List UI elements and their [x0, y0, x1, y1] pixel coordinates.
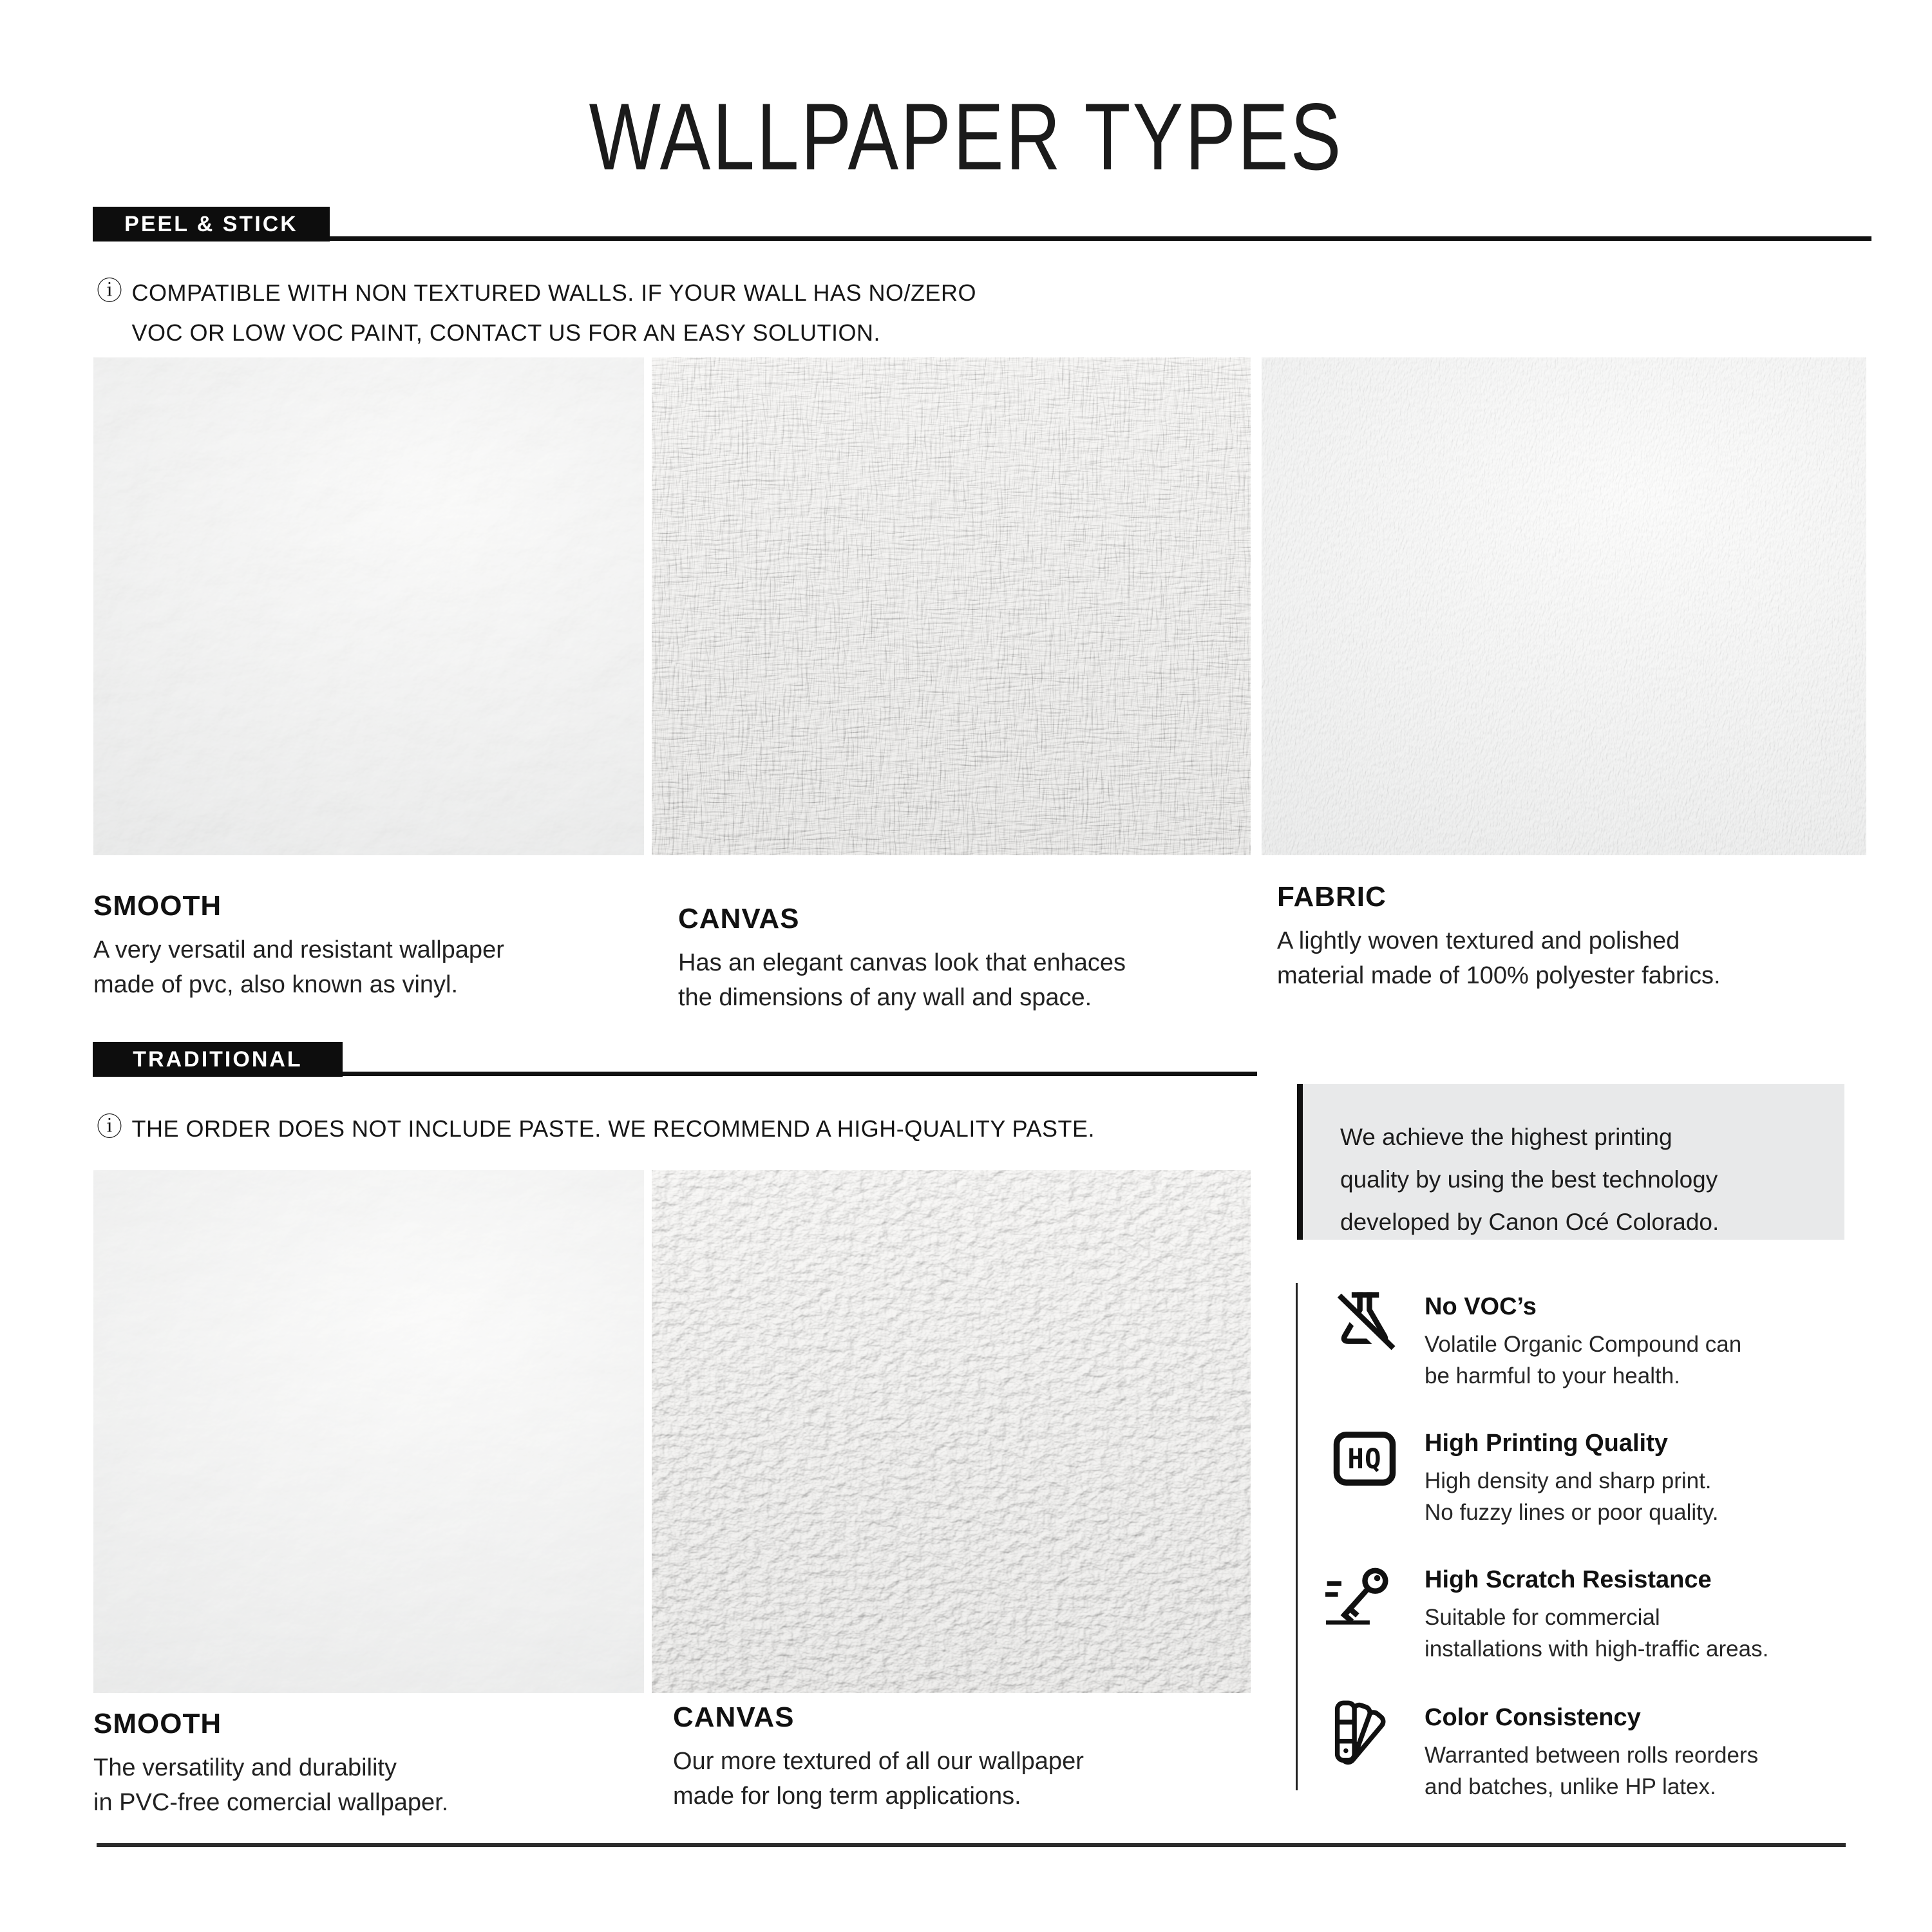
swatch-title: SMOOTH [93, 890, 222, 922]
hq-badge-icon [1331, 1425, 1399, 1493]
traditional-note [97, 1109, 1095, 1149]
feature-title: Color Consistency [1425, 1704, 1641, 1731]
swatch-description-line2: made for long term applications. [673, 1783, 1021, 1810]
caption-canvas-peel-stick [678, 903, 1126, 1015]
printing-quality-note-box [1297, 1084, 1844, 1240]
feature-description-line1: Suitable for commercial [1425, 1605, 1660, 1630]
caption-smooth-peel-stick [93, 890, 504, 1002]
svg-text:HQ: HQ [1347, 1443, 1382, 1475]
printing-note-line3: developed by Canon Océ Colorado. [1340, 1209, 1719, 1235]
section-label-text: PEEL & STICK [124, 211, 298, 236]
feature-description-line2: and batches, unlike HP latex. [1425, 1774, 1716, 1799]
caption-fabric-peel-stick [1277, 881, 1721, 993]
feature-title: High Scratch Resistance [1425, 1566, 1712, 1593]
section-label-peel-stick [93, 207, 330, 242]
swatch-image-canvas-peel-stick [652, 357, 1251, 855]
swatch-description-line1: A very versatil and resistant wallpaper [93, 936, 504, 963]
section-label-text: TRADITIONAL [133, 1046, 303, 1072]
swatch-shading [93, 357, 644, 855]
swatch-image-fabric-peel-stick [1262, 357, 1866, 855]
swatch-shading [93, 1170, 644, 1693]
info-icon: ⓘ [97, 276, 123, 306]
feature-title: No VOC’s [1425, 1293, 1537, 1320]
feature-color-consistency [1425, 1704, 1758, 1803]
swatch-description-line1: A lightly woven textured and polished [1277, 927, 1680, 954]
printing-note-line2: quality by using the best technology [1340, 1166, 1718, 1193]
swatch-description-line1: Has an elegant canvas look that enhaces [678, 949, 1126, 976]
swatch-shading [652, 357, 1251, 855]
feature-description-line1: Warranted between rolls reorders [1425, 1743, 1759, 1768]
bottom-rule [97, 1843, 1846, 1847]
feature-description-line1: High density and sharp print. [1425, 1468, 1712, 1493]
swatch-image-smooth-traditional [93, 1170, 644, 1693]
swatch-description-line2: in PVC-free comercial wallpaper. [93, 1789, 449, 1816]
peel-stick-section-rule [93, 236, 1871, 241]
feature-title: High Printing Quality [1425, 1430, 1668, 1457]
swatch-description-line1: The versatility and durability [93, 1754, 397, 1781]
feature-description-line2: installations with high-traffic areas. [1425, 1636, 1769, 1662]
swatch-title: CANVAS [678, 903, 800, 934]
printing-note-line1: We achieve the highest printing [1340, 1124, 1672, 1150]
feature-high-scratch-resistance [1425, 1566, 1768, 1665]
swatch-title: CANVAS [673, 1701, 795, 1733]
swatch-description-line2: the dimensions of any wall and space. [678, 984, 1092, 1011]
feature-high-printing-quality [1425, 1430, 1719, 1528]
swatch-description-line1: Our more textured of all our wallpaper [673, 1748, 1084, 1775]
feature-description-line2: be harmful to your health. [1425, 1363, 1680, 1388]
peel-stick-note-line1: COMPATIBLE WITH NON TEXTURED WALLS. IF YOUR WALL HAS NO/ZERO [131, 279, 976, 306]
features-divider-line [1296, 1283, 1298, 1790]
caption-smooth-traditional [93, 1708, 448, 1820]
info-icon: ⓘ [97, 1112, 123, 1142]
swatch-image-canvas-traditional [652, 1170, 1251, 1693]
traditional-note-line1: THE ORDER DOES NOT INCLUDE PASTE. WE RECOMMEND A HIGH-QUALITY PASTE. [131, 1115, 1095, 1142]
feature-no-vocs [1425, 1293, 1741, 1392]
feature-description-line1: Volatile Organic Compound can [1425, 1332, 1742, 1357]
no-voc-flask-icon [1331, 1288, 1399, 1356]
peel-stick-note [97, 273, 976, 353]
section-label-traditional [93, 1042, 343, 1077]
swatch-description-line2: material made of 100% polyester fabrics. [1277, 962, 1721, 989]
page-title: WALLPAPER TYPES [589, 84, 1343, 191]
swatch-shading [1262, 357, 1866, 855]
scratch-key-icon [1325, 1561, 1394, 1629]
swatch-image-smooth-peel-stick [93, 357, 644, 855]
peel-stick-note-line2: VOC OR LOW VOC PAINT, CONTACT US FOR AN EASY SOLUTION. [131, 319, 881, 346]
swatch-description-line2: made of pvc, also known as vinyl. [93, 971, 459, 998]
swatch-shading [652, 1170, 1251, 1693]
color-swatchbook-icon [1331, 1699, 1399, 1767]
caption-canvas-traditional [673, 1701, 1084, 1814]
swatch-title: FABRIC [1277, 881, 1387, 913]
feature-description-line2: No fuzzy lines or poor quality. [1425, 1500, 1719, 1525]
swatch-title: SMOOTH [93, 1708, 222, 1739]
